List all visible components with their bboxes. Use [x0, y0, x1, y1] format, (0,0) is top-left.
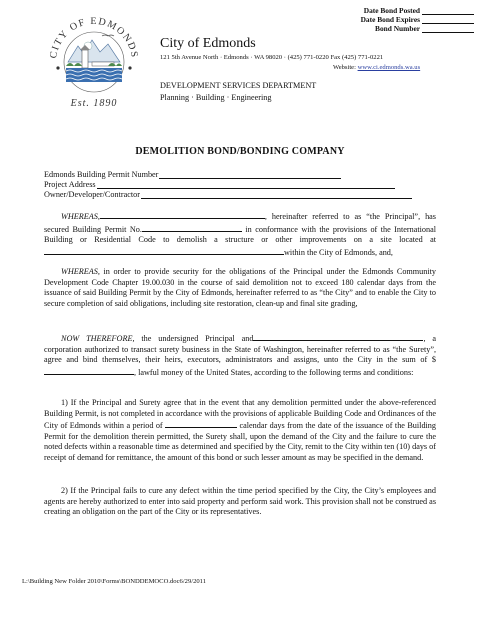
- date-bond-expires-row: [360, 15, 474, 24]
- whereas-keyword-2: WHEREAS,: [61, 267, 100, 276]
- calendar-days-field[interactable]: [165, 419, 237, 428]
- conformance-text: in conformance with the provisions of the International Building or Residential Code to demolish a structure or other improvements on a site located at: [44, 224, 437, 245]
- principal-text: , hereinafter referred to as “the Principal”, has secured Building Permit No.: [44, 212, 436, 234]
- paragraph-condition-1: [44, 398, 436, 464]
- bond-info-box: [360, 6, 474, 33]
- whereas-keyword-1: WHEREAS,: [61, 212, 100, 221]
- date-bond-posted-field[interactable]: [422, 7, 474, 15]
- date-bond-expires-label: Date Bond Expires: [360, 15, 420, 24]
- seal-est-text: Est. 1890: [70, 98, 118, 109]
- permit-number-field[interactable]: [159, 170, 341, 179]
- project-address-label: Project Address: [44, 180, 96, 189]
- website-line: [333, 64, 420, 71]
- project-address-field[interactable]: [97, 180, 395, 189]
- website-link[interactable]: www.ci.edmonds.wa.us: [357, 64, 421, 71]
- site-location-field[interactable]: [44, 246, 284, 255]
- paragraph-condition-2: [44, 486, 436, 518]
- seal-top-text: CITY OF EDMONDS: [48, 15, 140, 60]
- surety-company-field[interactable]: [253, 332, 423, 341]
- department-divisions: Planning · Building · Engineering: [160, 93, 272, 102]
- city-address: 121 5th Avenue North · Edmonds · WA 98020 · (425) 771-0220 Fax (425) 771-0221: [160, 54, 384, 61]
- project-address-row: [44, 180, 395, 189]
- condition-1-text-a: 1) If the Principal and Surety agree that in the event that any demolition permitted under the above-referenced Building Permit, is not completed in accordance with the provisions of applicable Building Code and Ordinances of the City of Edmonds within a period of: [44, 398, 436, 431]
- website-label: Website:: [333, 64, 356, 71]
- permit-number-label: Edmonds Building Permit Number: [44, 170, 159, 179]
- condition-1-text-b: calendar days from the date of the issuance of the Building Permit for the demolition therein permitted, the Surety shall, upon the demand of the City and the failure to cure the noted defects within a reasonable time as determined and specified by the City, remit to the City within ten (10) days of receipt of demand for remittance, the amount of this bond or such lesser amount as may be specified in the demand.: [44, 421, 436, 462]
- bond-sum-field[interactable]: [44, 366, 134, 375]
- condition-2-text: 2) If the Principal fails to cure any defect within the time period specified by the City, the City’s employees and agents are hereby authorized to enter into said property and perform said work. This provision shall not be construed as creating an obligation on the part of the City or its representatives.: [44, 486, 436, 517]
- department-name: DEVELOPMENT SERVICES DEPARTMENT: [160, 81, 317, 90]
- file-path-footer: L:\Building New Folder 2010\Forms\BONDDEMOCO.doc6/29/2011: [22, 578, 207, 585]
- date-bond-posted-label: Date Bond Posted: [363, 6, 420, 15]
- owner-field[interactable]: [141, 190, 412, 199]
- principal-name-field[interactable]: [100, 210, 265, 219]
- document-title: DEMOLITION BOND/BONDING COMPANY: [135, 146, 345, 157]
- bond-number-label: Bond Number: [375, 24, 420, 33]
- principal-and-text: the undersigned Principal and: [134, 334, 254, 343]
- date-bond-posted-row: [360, 6, 474, 15]
- owner-label: Owner/Developer/Contractor: [44, 190, 140, 199]
- lawful-money-text: , lawful money of the United States, according to the following terms and conditions:: [134, 367, 414, 377]
- permit-number-row: [44, 170, 341, 179]
- now-therefore-keyword: NOW THEREFORE,: [61, 334, 135, 343]
- date-bond-expires-field[interactable]: [422, 16, 474, 24]
- owner-row: [44, 190, 412, 199]
- city-name: City of Edmonds: [160, 36, 256, 51]
- within-city-text: within the City of Edmonds, and,: [284, 247, 393, 257]
- surety-text: , a corporation authorized to transact surety business in the State of Washington, hereinafter referred to as “the Surety”, agree and bind themselves, their heirs, executors, administrators and assigns, unto the City in the sum of $: [44, 334, 436, 365]
- building-permit-no-field[interactable]: [142, 223, 242, 232]
- bond-number-field[interactable]: [422, 25, 474, 33]
- security-text: in order to provide security for the obligations of the Principal under the Edmonds Community Development Code Chapter 19.00.030 in the course of said demolition not to exceed 180 calendar days from the issuance of said Building Permit by the City of Edmonds, hereinafter referred to as “the City” and to enable the City to secure completion of said obligations, including site restoration, clean-up and final site grading,: [44, 267, 436, 308]
- bond-number-row: [360, 24, 474, 33]
- paragraph-now-therefore: [44, 332, 436, 378]
- paragraph-whereas-security: [44, 267, 436, 309]
- paragraph-whereas-principal: [44, 210, 436, 258]
- city-seal-logo: [42, 6, 146, 110]
